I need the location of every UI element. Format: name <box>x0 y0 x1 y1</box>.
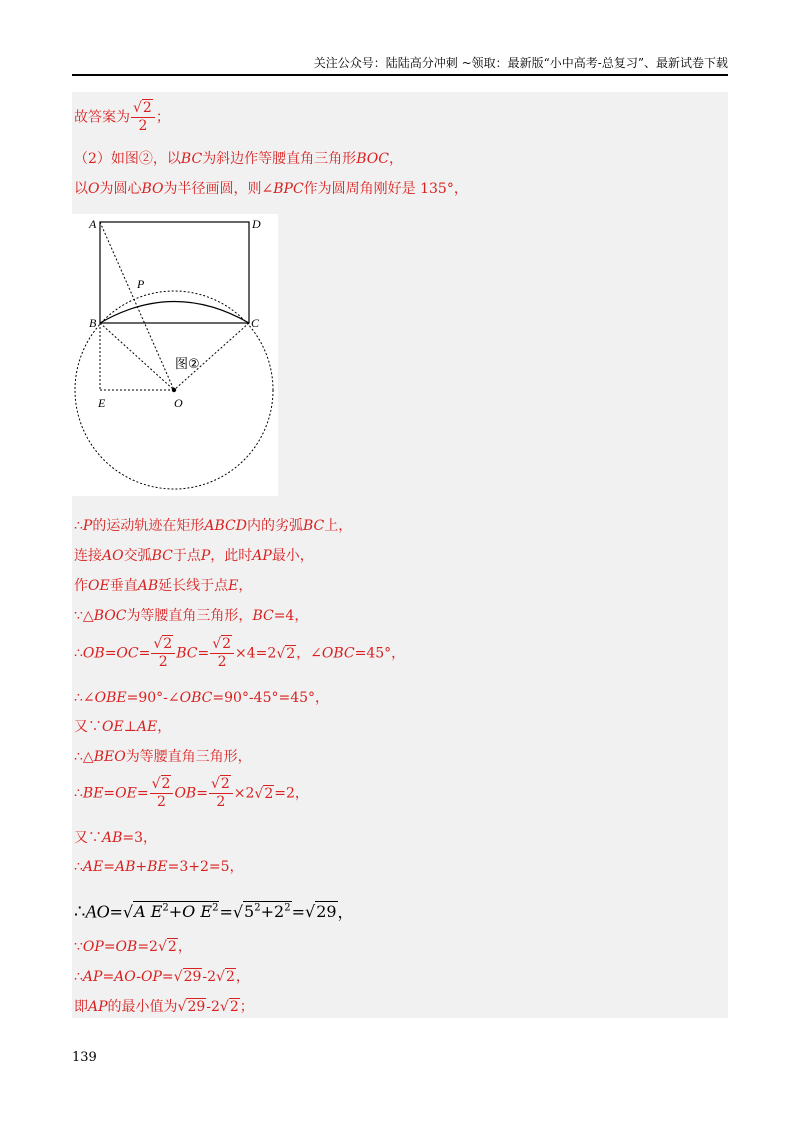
solution-line-2: （2）如图②，以BC为斜边作等腰直角三角形BOC， <box>74 151 403 167</box>
solution-line-7: ∵△BOC为等腰直角三角形，BC=4， <box>74 608 309 624</box>
solution-line-18: 即AP的最小值为√29-2√2； <box>74 999 254 1015</box>
solution-line-17: ∴AP=AO-OP=√29-2√2， <box>74 969 250 985</box>
solution-line-13: 又∵AB=3， <box>74 830 158 846</box>
segment-bo <box>100 323 174 390</box>
point-o <box>172 388 176 392</box>
label-a: A <box>89 217 97 231</box>
page-number: 139 <box>72 1050 97 1065</box>
solution-line-9: ∴∠OBE=90°-∠OBC=90°-45°=45°， <box>74 690 330 706</box>
solution-line-12: ∴BE=OE= $\frac{√2}{2}$ OB= $\frac{√2}{2}$ ×2√2=2， <box>74 776 309 810</box>
geometry-figure <box>72 214 278 496</box>
solution-line-10: 又∵OE⊥AE， <box>74 719 172 735</box>
solution-line-16: ∵OP=OB=2√2， <box>74 939 192 955</box>
label-e: E <box>98 396 106 410</box>
rectangle-abcd <box>100 222 249 323</box>
answer-line-1: 故答案为 $\frac{√2}{2}$ ； <box>74 100 170 134</box>
figure-caption: 图② <box>175 357 200 372</box>
solution-line-8: ∴OB=OC= $\frac{√2}{2}$ BC= $\frac{√2}{2}$ ×4=2√2，∠OBC=45°， <box>74 636 406 670</box>
label-c: C <box>251 316 260 330</box>
formula-line-15: ∴AO=√A $E^2+O$ $E^2=√5^2+2^2=√29$， <box>74 901 354 922</box>
solution-line-3: 以O为圆心BO为半径画圆，则∠BPC作为圆周角刚好是 135°， <box>74 181 468 197</box>
segment-ao <box>100 222 174 390</box>
header-text: 关注公众号：陆陆高分冲刺 ~领取：最新版“小中高考-总复习”、最新试卷下载 <box>313 56 728 70</box>
figure-svg <box>72 214 278 496</box>
label-d: D <box>252 217 261 231</box>
solution-line-6: 作OE垂直AB延长线于点E， <box>74 578 253 594</box>
label-p: P <box>137 277 145 291</box>
solution-line-11: ∴△BEO为等腰直角三角形， <box>74 749 252 765</box>
solution-line-5: 连接AO交弧BC于点P，此时AP最小， <box>74 548 314 564</box>
arc-bc <box>100 302 249 324</box>
fraction-sqrt2-over-2: $\frac{√2}{2}$ <box>131 100 155 135</box>
solution-line-14: ∴AE=AB+BE=3+2=5， <box>74 859 244 875</box>
label-b: B <box>89 316 97 330</box>
solution-line-4: ∴P的运动轨迹在矩形ABCD内的劣弧BC上， <box>74 518 353 534</box>
label-o: O <box>174 396 183 410</box>
page-header <box>72 56 728 76</box>
